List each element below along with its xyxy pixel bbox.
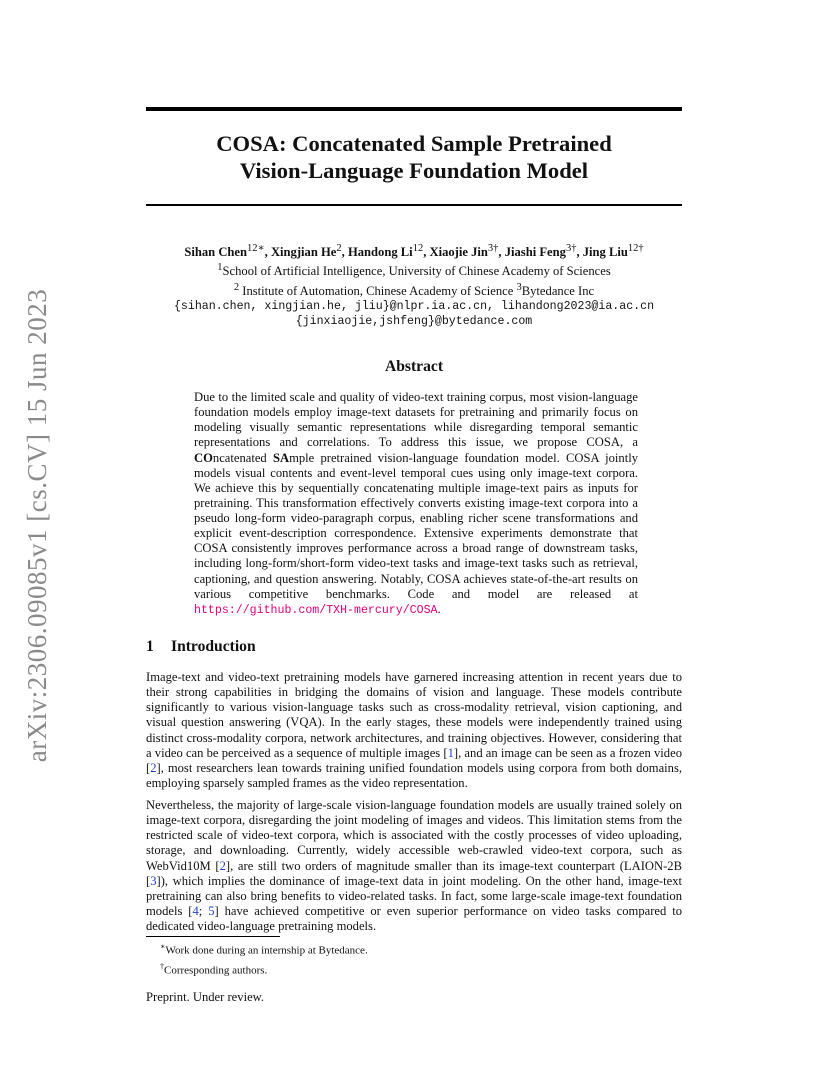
title-rule-bottom xyxy=(146,204,682,206)
email-line-2: {jinxiaojie,jshfeng}@bytedance.com xyxy=(295,315,533,329)
citation-link[interactable]: 1 xyxy=(447,745,454,760)
footnote-1: ∗Work done during an internship at Bytedance. xyxy=(160,942,368,957)
author-affil-mark: 12 xyxy=(412,243,424,254)
author-affil-mark: 3† xyxy=(565,243,577,254)
author-affil-mark: 12∗ xyxy=(247,243,265,254)
citation-link[interactable]: 4 xyxy=(192,903,199,918)
author-name: Handong Li xyxy=(347,245,413,260)
paper-title xyxy=(146,130,682,184)
affiliation-2-3: $^2$ Institute of Automation, Chinese Academy of Science $^3$Bytedance Inc xyxy=(233,281,595,298)
introduction-body xyxy=(146,670,682,941)
section-heading-introduction xyxy=(146,638,682,656)
abstract-heading: Abstract xyxy=(384,358,444,375)
footnotes xyxy=(160,939,368,978)
author-name: Xingjian He xyxy=(270,245,337,260)
author-name: Jing Liu xyxy=(582,245,628,260)
author-block xyxy=(140,241,688,330)
citation-link[interactable]: 3 xyxy=(150,873,157,888)
author-name: Jiashi Feng xyxy=(504,245,566,260)
paragraph: Image-text and video-text pretraining models have garnered increasing attention in recent years due to their strong capabilities in bridging the domains of vision and language. These models contribute significantly to various vision-language tasks such as cross-modality retrieval, vision captioning, and visual question answering (VQA). In the early stages, these models were independently trained using distinct cross-modality corpora, network architectures, and training objectives. However, considering that a video can be perceived as a sequence of multiple images [1], and an image can be seen as a frozen video [2], most researchers lean towards training unified foundation models using corpora from both domains, employing sparsely sampled frames as the video representation. xyxy=(146,670,682,790)
author-affil-mark: 2 xyxy=(336,243,342,254)
footnote-2: †Corresponding authors. xyxy=(160,961,268,977)
arxiv-side-stamp: arXiv:2306.09085v1 [cs.CV] 15 Jun 2023 xyxy=(22,288,53,762)
citation-link[interactable]: 2 xyxy=(219,858,226,873)
citation-link[interactable]: 5 xyxy=(208,903,215,918)
email-line-1: {sihan.chen, xingjian.he, jliu}@nlpr.ia.ac.cn, lihandong2023@ia.ac.cn xyxy=(173,300,655,314)
affiliation-1: $^1$School of Artificial Intelligence, University of Chinese Academy of Sciences xyxy=(217,262,611,279)
preprint-note: Preprint. Under review. xyxy=(146,990,265,1004)
author-list: Sihan Chen$^{12∗}$, Xingjian He$^2$, Handong Li$^{12}$, Xiaojie Jin$^{3\dagger}$, Jiashi Feng$^{3\dagger}$, Jing Liu$^{12\dagger}$ xyxy=(184,243,644,260)
author-name: Sihan Chen xyxy=(184,245,248,260)
paragraph: Nevertheless, the majority of large-scale vision-language foundation models are usually trained solely on image-text corpora, disregarding the joint modeling of images and videos. This limitation stems from the restricted scale of video-text corpora, which is associated with the costly processes of video uploading, storage, and downloading. Currently, widely accessible web-crawled video-text corpora, such as WebVid10M [2], are still two orders of magnitude smaller than its image-text counterpart (LAION-2B [3]), which implies the dominance of image-text data in joint modeling. On the other hand, image-text pretraining can also bring benefits to video-related tasks. In fact, some large-scale image-text foundation models [4; 5] have achieved competitive or even superior performance on video tasks compared to dedicated video-language pretraining models. xyxy=(146,798,683,933)
citation-link[interactable]: 2 xyxy=(150,760,157,775)
title-line-2: Vision-Language Foundation Model xyxy=(239,158,589,183)
author-name: Xiaojie Jin xyxy=(429,245,488,260)
footnote-rule xyxy=(146,936,280,937)
abstract-body: Due to the limited scale and quality of video-text training corpus, most vision-language foundation models employ image-text datasets for pretraining and primarily focus on modeling visually semantic representations while disregarding temporal semantic representations and correlations. To address this issue, we propose COSA, a COncatenated SAmple pretrained vision-language foundation model. COSA jointly models visual contents and event-level temporal cues using only image-text corpora. We achieve this by sequentially concatenating multiple image-text pairs as inputs for pretraining. This transformation effectively converts existing image-text corpora into a pseudo long-form video-paragraph corpus, enabling richer scene transformations and explicit event-description correspondence. Extensive experiments demonstrate that COSA consistently improves performance across a broad range of downstream tasks, including long-form/short-form video-text tasks and image-text tasks such as retrieval, captioning, and question answering. Notably, COSA achieves state-of-the-art results on various competitive benchmarks. Code and model are released at https://github.com/TXH-mercury/COSA. xyxy=(194,390,638,617)
title-line-1: COSA: Concatenated Sample Pretrained xyxy=(216,131,612,156)
author-affil-mark: 12† xyxy=(627,243,644,254)
title-rule-top xyxy=(146,107,682,111)
code-url-link[interactable]: https://github.com/TXH-mercury/COSA xyxy=(194,603,438,617)
author-affil-mark: 3† xyxy=(487,243,499,254)
section-title: Introduction xyxy=(171,638,256,655)
section-number: 1 xyxy=(146,638,154,655)
